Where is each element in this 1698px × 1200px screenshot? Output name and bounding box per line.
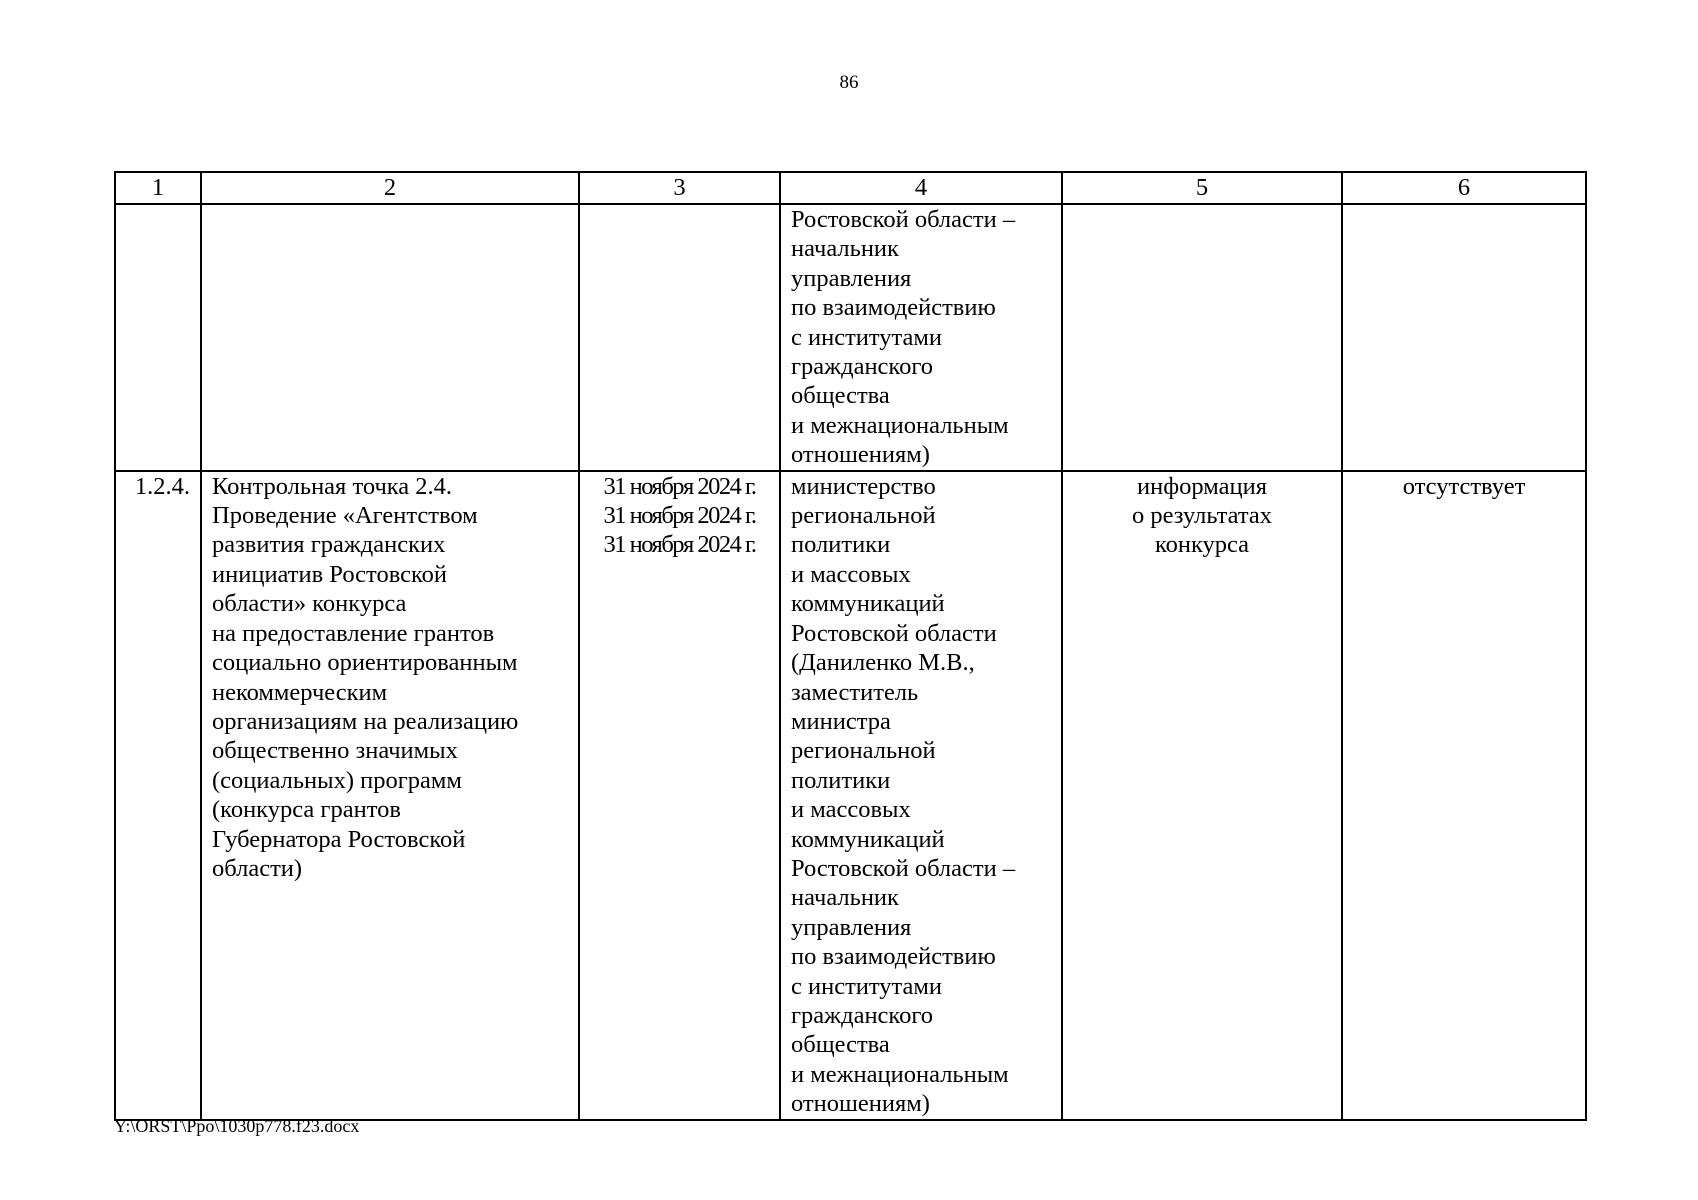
cont-cell-1 [115, 204, 201, 471]
text-line: общества [791, 1031, 890, 1059]
text-line: Ростовской области – [791, 854, 1016, 882]
text-line: на предоставление грантов [212, 619, 495, 647]
text-line: инициатив Ростовской [212, 560, 448, 588]
cont-cell-5 [1062, 204, 1342, 471]
text-line: Проведение «Агентством [212, 502, 478, 530]
text-line: министра [791, 707, 891, 735]
text-line: с институтами [791, 323, 943, 351]
text-line: министерство [791, 472, 936, 500]
responsible-cell [780, 471, 1062, 1120]
date-line: 31 ноября 2024 г. [603, 472, 756, 500]
column-header-4: 4 [780, 172, 1062, 204]
table-row-1-2-4 [115, 471, 1586, 1120]
cont-responsible-cell [780, 204, 1062, 471]
text-line: отношениям) [791, 441, 930, 469]
column-header-5: 5 [1062, 172, 1342, 204]
text-line: информация [1137, 472, 1267, 500]
text-line: (конкурса грантов [212, 796, 401, 824]
text-line: области» конкурса [212, 590, 407, 618]
text-line: и межнациональным [791, 411, 1009, 439]
text-line: Контрольная точка 2.4. [212, 472, 453, 500]
text-line: коммуникаций [791, 825, 945, 853]
text-line: политики [791, 531, 891, 559]
page-number: 86 [839, 72, 859, 93]
text-line: и массовых [791, 796, 911, 824]
date-line: 31 ноября 2024 г. [603, 502, 756, 530]
text-line: конкурса [1154, 531, 1250, 559]
text-line: по взаимодействию [791, 294, 996, 322]
text-line: Ростовской области [791, 619, 997, 647]
column-header-3: 3 [579, 172, 780, 204]
text-line: области) [212, 854, 303, 882]
text-line: общественно значимых [212, 737, 458, 765]
text-line: управления [791, 264, 912, 292]
text-line: гражданского [791, 1001, 934, 1029]
date-line: 31 ноября 2024 г. [603, 531, 756, 559]
text-line: коммуникаций [791, 590, 945, 618]
text-line: и массовых [791, 560, 911, 588]
column-header-2: 2 [201, 172, 579, 204]
text-line: развития гражданских [212, 531, 446, 559]
footer-file-path: Y:\ORST\Ppo\1030p778.f23.docx [114, 1116, 360, 1136]
cont-cell-3 [579, 204, 780, 471]
text-line: по взаимодействию [791, 943, 996, 971]
row-number-cell: 1.2.4. [115, 471, 201, 1120]
column-header-1: 1 [115, 172, 201, 204]
table-header-row [115, 172, 1586, 204]
description-cell [201, 471, 579, 1120]
text-line: начальник [791, 884, 899, 912]
text-line: с институтами [791, 972, 943, 1000]
result-cell [1062, 471, 1342, 1120]
text-line: некоммерческим [212, 678, 388, 706]
text-line: управления [791, 913, 912, 941]
text-line: и межнациональным [791, 1060, 1009, 1088]
column-header-6: 6 [1342, 172, 1586, 204]
notes-cell: отсутствует [1342, 471, 1586, 1120]
text-line: политики [791, 766, 891, 794]
text-line: гражданского [791, 353, 934, 381]
text-line: отношениям) [791, 1090, 930, 1118]
text-line: (социальных) программ [212, 766, 462, 794]
text-line: начальник [791, 235, 899, 263]
text-line: (Даниленко М.В., [791, 649, 975, 677]
text-line: общества [791, 382, 890, 410]
plan-table [114, 171, 1587, 1121]
cont-cell-2 [201, 204, 579, 471]
text-line: о результатах [1132, 502, 1272, 530]
text-line: Ростовской области – [791, 206, 1016, 233]
text-line: региональной [791, 502, 936, 530]
date-cell [579, 471, 780, 1120]
text-line: организациям на реализацию [212, 707, 519, 735]
text-line: Губернатора Ростовской [212, 825, 466, 853]
table-row-continuation [115, 204, 1586, 471]
text-line: заместитель [791, 678, 919, 706]
text-line: региональной [791, 737, 936, 765]
cont-cell-6 [1342, 204, 1586, 471]
text-line: социально ориентированным [212, 649, 518, 677]
